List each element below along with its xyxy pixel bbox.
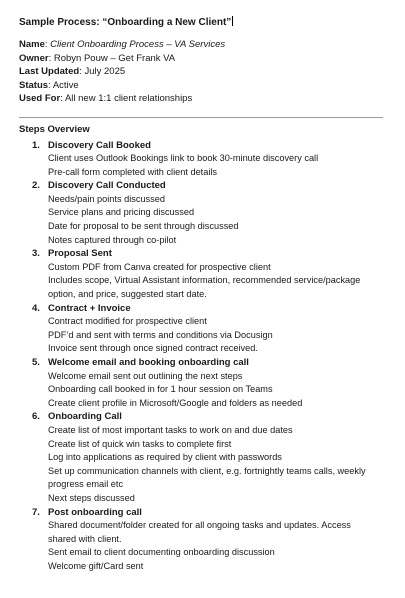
steps-list [19,139,383,574]
step-item [19,410,383,505]
step-item [19,139,383,180]
meta-name: Name: Client Onboarding Process – VA Services [19,39,226,50]
step-detail-line: Contract modified for prospective client [48,316,207,327]
meta-status-label: Status [19,79,49,91]
step-title: Contract + Invoice [48,302,131,314]
meta-used-for: Used For: All new 1:1 client relationships [19,93,193,104]
step-detail-line: Set up communication channels with client, e.g. fortnightly teams calls, weekly [48,465,366,476]
step-item [19,179,383,247]
step-number: 1. [32,139,40,151]
meta-last-updated: Last Updated: July 2025 [19,66,126,77]
metadata-block [19,38,383,106]
meta-last-updated-value: July 2025 [84,66,126,77]
meta-name-label: Name [19,39,45,50]
meta-owner-label: Owner [19,52,49,64]
step-item [19,302,383,356]
step-detail-line: Create list of most important tasks to work on and due dates [48,424,293,435]
step-detail-line: Welcome gift/Card sent [48,560,144,571]
step-detail-line: Includes scope, Virtual Assistant information, recommended service/package [48,275,361,286]
step-number: 3. [32,248,40,260]
meta-used-for-label: Used For [19,93,61,104]
steps-overview-heading: Steps Overview [19,123,90,135]
step-detail-line: Create client profile in Microsoft/Google and folders as needed [48,397,303,408]
step-detail-line: Sent email to client documenting onboarding discussion [48,547,275,558]
step-title: Discovery Call Conducted [48,180,166,192]
document-title-text: Sample Process: “Onboarding a New Client” [19,17,232,28]
step-title: Post onboarding call [48,506,142,518]
step-item [19,247,383,301]
step-detail-line: shared with client. [48,533,122,544]
step-detail-line: Log into applications as required by client with passwords [48,452,282,463]
step-item [19,356,383,410]
meta-last-updated-label: Last Updated [19,66,80,77]
step-title: Discovery Call Booked [48,139,151,151]
meta-owner: Owner: Robyn Pouw – Get Frank VA [19,52,176,64]
step-detail-line: Custom PDF from Canva created for prospective client [48,261,271,272]
meta-status: Status: Active [19,79,79,91]
step-detail-line: Needs/pain points discussed [48,193,165,204]
step-title: Proposal Sent [48,248,112,260]
step-detail-line: Notes captured through co-pilot [48,234,177,245]
meta-name-value: Client Onboarding Process – VA Services [50,39,226,50]
meta-owner-value: Robyn Pouw – Get Frank VA [53,52,176,64]
step-detail-line: Pre-call form completed with client details [48,166,218,177]
step-detail-line: Client uses Outlook Bookings link to book 30-minute discovery call [48,153,319,164]
step-number: 6. [32,411,40,423]
step-detail-line: Next steps discussed [48,492,135,503]
step-detail-line: Onboarding call booked in for 1 hour session on Teams [48,384,273,395]
step-title: Welcome email and booking onboarding call [48,357,249,368]
meta-used-for-value: All new 1:1 client relationships [64,93,193,104]
step-detail-line: Service plans and pricing discussed [48,207,195,218]
step-detail-line: Date for proposal to be sent through discussed [48,221,239,232]
step-detail-line: option, and price, suggested start date. [48,289,207,300]
step-detail-line: Shared document/folder created for all ongoing tasks and updates. Access [48,520,351,531]
step-detail-line: Create list of quick win tasks to complete first [48,438,232,449]
step-title: Onboarding Call [48,411,122,423]
step-number: 4. [32,302,40,314]
text-cursor [232,16,233,26]
section-divider [19,117,383,118]
meta-status-value: Active [52,79,79,91]
document-title [19,16,383,30]
step-item [19,506,383,574]
step-detail-line: progress email etc [48,479,124,490]
step-detail-line: PDF’d and sent with terms and conditions via Docusign [48,329,273,340]
step-number: 5. [32,357,40,368]
step-detail-line: Invoice sent through once signed contract received. [48,343,258,354]
step-number: 7. [32,506,40,518]
step-detail-line: Welcome email sent out outlining the next steps [48,370,243,381]
step-number: 2. [32,180,40,192]
